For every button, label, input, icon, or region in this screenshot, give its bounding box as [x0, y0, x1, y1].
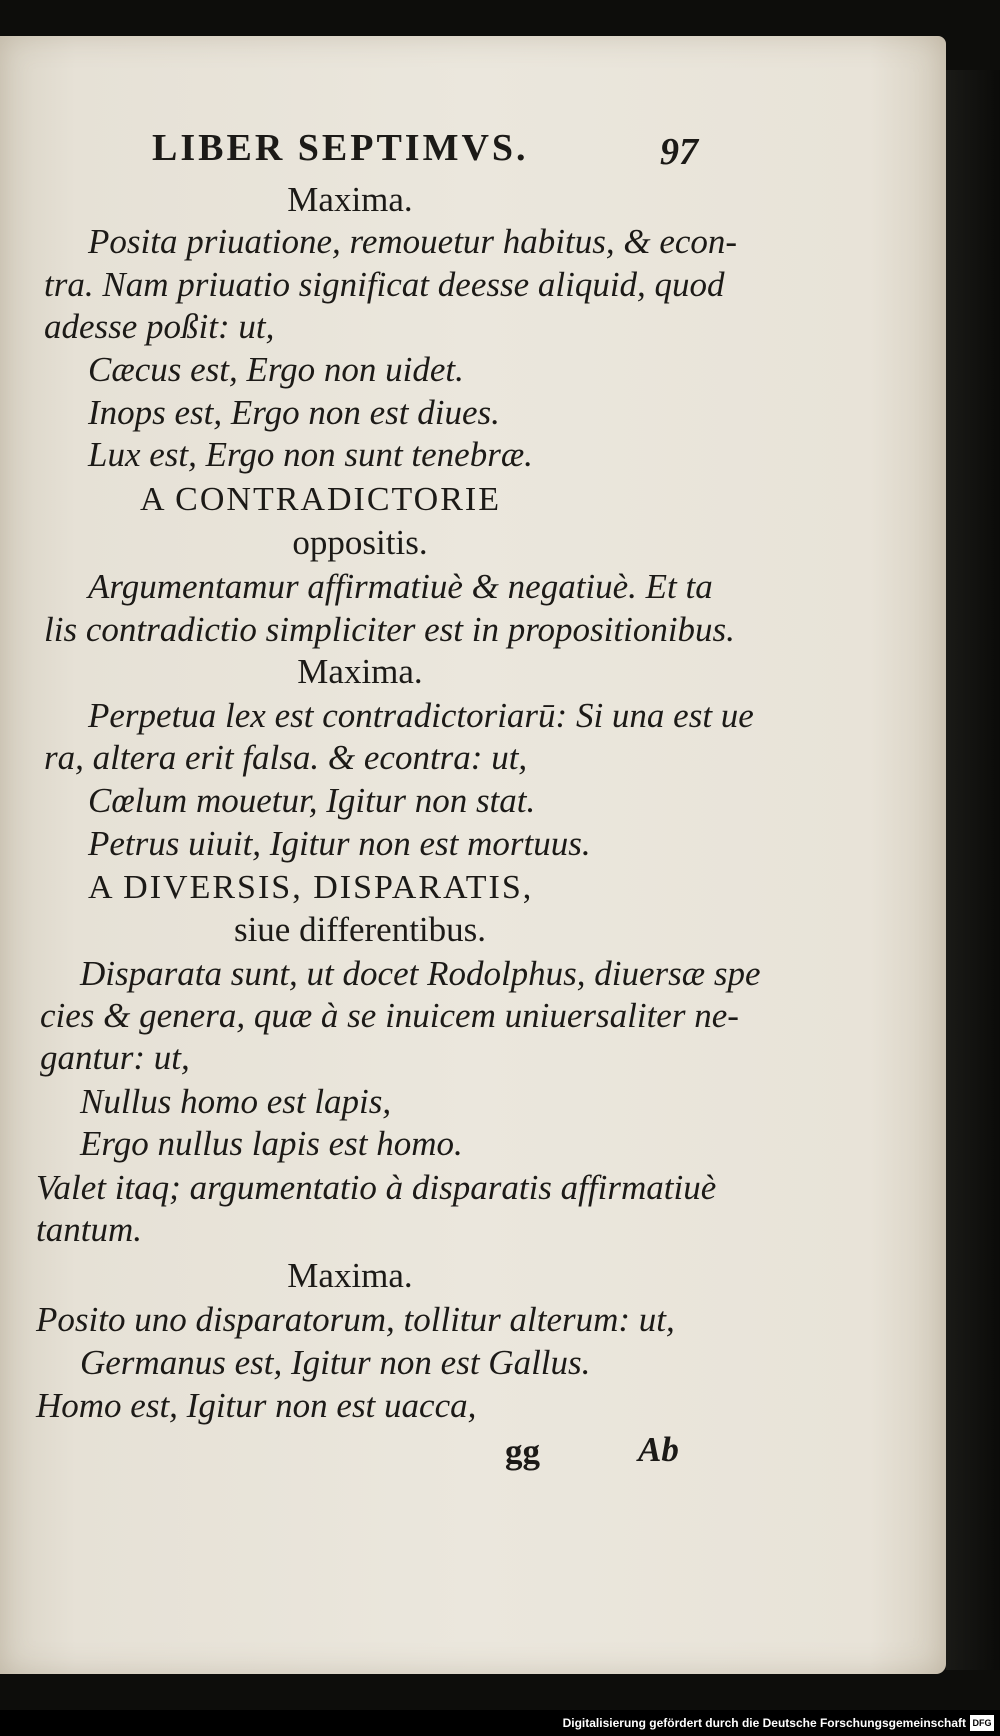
text-line: Valet itaq; argumentatio à disparatis affirmatiuè	[36, 1168, 717, 1207]
text-line: Posito uno disparatorum, tollitur alterum: ut,	[36, 1300, 675, 1339]
section-heading-sub: oppositis.	[292, 523, 428, 562]
heading-maxima: Maxima.	[297, 652, 423, 691]
example-line: Cœlum mouetur, Igitur non stat.	[88, 781, 536, 820]
text-line: cies & genera, quæ à se inuicem uniuersaliter ne-	[40, 996, 739, 1035]
text-line: adesse poßit: ut,	[44, 307, 275, 346]
digitization-footer	[0, 1710, 1000, 1736]
example-line: Lux est, Ergo non sunt tenebræ.	[88, 435, 533, 474]
heading-maxima: Maxima.	[287, 180, 413, 219]
text-line: gantur: ut,	[40, 1038, 190, 1077]
text-line: Posita priuatione, remouetur habitus, & econ-	[88, 222, 738, 261]
signature-mark: gg	[505, 1432, 540, 1471]
section-heading: A DIVERSIS, DISPARATIS,	[88, 869, 534, 906]
text-line: lis contradictio simpliciter est in propositionibus.	[44, 610, 735, 649]
text-line: Perpetua lex est contradictoriarū: Si una est ue	[88, 696, 754, 735]
example-line: Cæcus est, Ergo non uidet.	[88, 350, 464, 389]
text-line: tantum.	[36, 1210, 142, 1249]
text-line: Argumentamur affirmatiuè & negatiuè. Et ta	[88, 567, 713, 606]
example-line: Homo est, Igitur non est uacca,	[36, 1386, 477, 1425]
text-line: Disparata sunt, ut docet Rodolphus, diuersæ spe	[80, 954, 761, 993]
example-line: Germanus est, Igitur non est Gallus.	[80, 1343, 591, 1382]
example-line: Ergo nullus lapis est homo.	[80, 1124, 463, 1163]
dfg-logo: DFG	[970, 1715, 994, 1731]
footer-text: Digitalisierung gefördert durch die Deutsche Forschungsgemeinschaft	[562, 1716, 966, 1730]
catchword: Ab	[638, 1430, 679, 1469]
running-head: LIBER SEPTIMVS.	[152, 127, 529, 169]
section-heading-sub: siue differentibus.	[233, 910, 487, 949]
section-heading: A CONTRADICTORIE	[140, 481, 501, 518]
example-line: Nullus homo est lapis,	[80, 1082, 392, 1121]
example-line: Petrus uiuit, Igitur non est mortuus.	[88, 824, 591, 863]
page-edge-shadow	[946, 70, 1000, 1670]
example-line: Inops est, Ergo non est diues.	[88, 393, 500, 432]
text-line: ra, altera erit falsa. & econtra: ut,	[44, 738, 528, 777]
page-number: 97	[660, 131, 698, 173]
heading-maxima: Maxima.	[287, 1256, 413, 1295]
text-line: tra. Nam priuatio significat deesse aliquid, quod	[44, 265, 725, 304]
